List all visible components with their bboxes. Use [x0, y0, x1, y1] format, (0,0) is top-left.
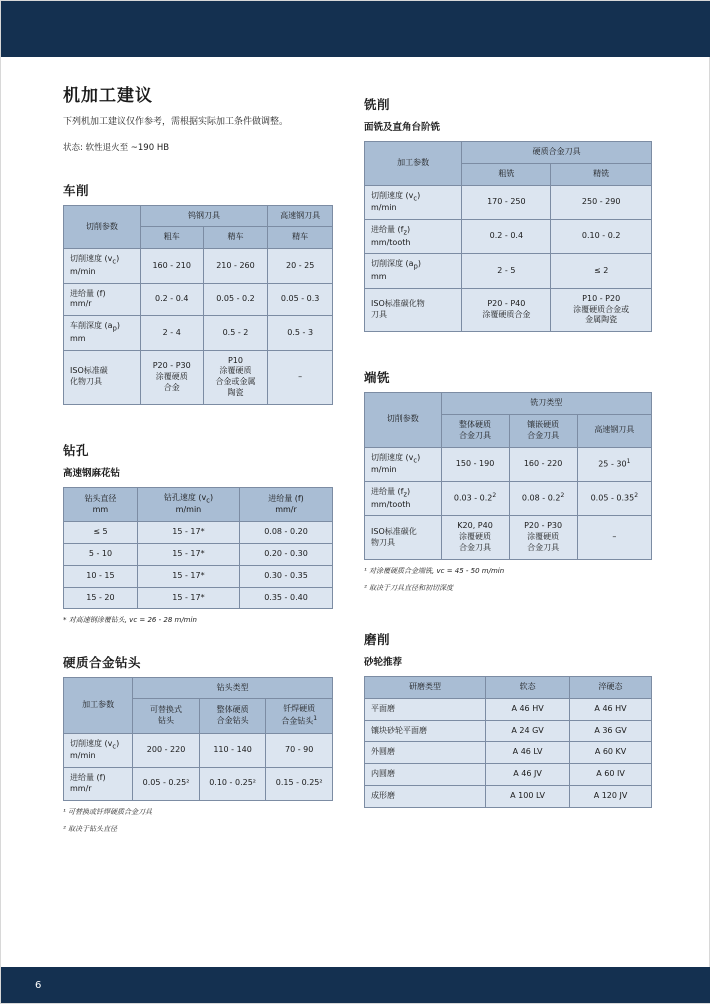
cell-value: 0.2 - 0.4: [140, 283, 203, 316]
cell-value: 0.10 - 0.2: [551, 219, 652, 253]
cell-value: P20 - P30 涂覆硬质 合金: [140, 350, 203, 404]
row-label: ISO标准碳化物 刀具: [365, 288, 462, 331]
col-header-carbide-tool: 硬质合金刀具: [462, 142, 652, 164]
cell-value: 0.30 - 0.35: [240, 565, 333, 587]
cell-value: A 100 LV: [486, 786, 570, 808]
table-row: [365, 786, 652, 808]
col-header-speed: 钻孔速度 $(v_c)$ m/min: [137, 487, 239, 521]
table-row: [64, 522, 333, 544]
cell-value: 210 - 260: [203, 249, 268, 283]
table-row: [365, 698, 652, 720]
row-label: 切削速度 $(v_c)$ m/min: [365, 185, 462, 219]
section-carbide-drill-heading: 硬质合金钻头: [63, 654, 142, 670]
col-header-hardened: 淬硬态: [570, 677, 652, 699]
col-header-cutter-type: 铣刀类型: [441, 393, 652, 415]
cell-value: 110 - 140: [199, 733, 266, 767]
table-header-row: [64, 487, 333, 521]
grinding-table: [364, 676, 652, 808]
row-label: ISO标准碳 化物刀具: [64, 350, 141, 404]
cell-value: A 36 GV: [570, 720, 652, 742]
table-header-row: [365, 142, 652, 164]
row-label: 切削深度 $(a_p)$ mm: [365, 254, 462, 288]
page-number: 6: [35, 980, 42, 991]
cell-value: P10 - P20 涂覆硬质合金或 金属陶瓷: [551, 288, 652, 331]
cell-value: 2 - 4: [140, 316, 203, 350]
cell-value: A 60 IV: [570, 764, 652, 786]
cell-value: 0.35 - 0.40: [240, 587, 333, 609]
carbide-drill-footnote-2: ² 取决于钻头直径: [63, 824, 118, 833]
cell-value: 170 - 250: [462, 185, 551, 219]
carbide-drill-table: [63, 677, 333, 801]
row-label: 外圆磨: [365, 742, 486, 764]
col-header-param: 加工参数: [365, 142, 462, 186]
table-row: [365, 288, 652, 331]
cell-value: $0.03 - 0.2^2$: [441, 481, 509, 515]
row-label: 成形磨: [365, 786, 486, 808]
table-header-row: [365, 677, 652, 699]
table-row: [64, 283, 333, 316]
cell-value: 0.5 - 3: [268, 316, 333, 350]
row-label: ISO标准碳化 物刀具: [365, 516, 442, 559]
cell-value: 70 - 90: [266, 733, 333, 767]
table-row: [64, 587, 333, 609]
cell-value: A 46 HV: [570, 698, 652, 720]
section-drilling-subheading: 高速钢麻花钻: [63, 467, 121, 479]
col-header-grind-type: 研磨类型: [365, 677, 486, 699]
table-row: [64, 316, 333, 350]
cell-value: 0.15 - 0.25²: [266, 768, 333, 801]
cell-value: 2 - 5: [462, 254, 551, 288]
subheader-rough: 粗车: [140, 227, 203, 249]
subheader-inserted-carbide: 镶嵌硬质 合金刀具: [509, 414, 577, 447]
carbide-drill-footnote-1: ¹ 可替换或钎焊硬质合金刀具: [63, 807, 153, 816]
col-header-param: 切削参数: [365, 393, 442, 447]
table-row: [64, 565, 333, 587]
col-header-param: 切削参数: [64, 205, 141, 249]
table-row: [365, 219, 652, 253]
cell-value: 0.5 - 2: [203, 316, 268, 350]
subheader-finish-hss: 精车: [268, 227, 333, 249]
cell-value: $0.08 - 0.2^2$: [509, 481, 577, 515]
subheader-finish: 精车: [203, 227, 268, 249]
row-label: 镶块砂轮平面磨: [365, 720, 486, 742]
drilling-table: [63, 487, 333, 610]
section-grinding-subheading: 砂轮推荐: [364, 657, 403, 669]
col-header-feed: 进给量 (f) mm/r: [240, 487, 333, 521]
turning-table: [63, 205, 333, 405]
cell-value: 0.05 - 0.2: [203, 283, 268, 316]
cell-value: A 120 JV: [570, 786, 652, 808]
material-state-text: 状态: 软性退火至 ~190 HB: [63, 142, 170, 153]
subheader-hss: 高速钢刀具: [577, 414, 651, 447]
table-row: [365, 764, 652, 786]
cell-value: ≤ 2: [551, 254, 652, 288]
cell-value: 15 - 17*: [137, 522, 239, 544]
intro-text: 下列机加工建议仅作参考，需根据实际加工条件做调整。: [63, 117, 289, 127]
drilling-footnote: * 对高速钢涂覆钻头, vc = 26 - 28 m/min: [63, 616, 197, 625]
cell-value: A 24 GV: [486, 720, 570, 742]
row-label: 切削速度 $(v_c)$ m/min: [64, 733, 133, 767]
table-header-row: [365, 393, 652, 415]
table-row: [365, 481, 652, 515]
cell-value: A 46 JV: [486, 764, 570, 786]
table-header-row: [64, 205, 333, 227]
cell-value: K20, P40 涂覆硬质 合金刀具: [441, 516, 509, 559]
left-column: [63, 81, 333, 835]
cell-value: 160 - 220: [509, 447, 577, 481]
table-row: [64, 350, 333, 404]
table-row: [365, 185, 652, 219]
cell-value: P20 - P30 涂覆硬质 合金刀具: [509, 516, 577, 559]
cell-value: 0.05 - 0.25²: [133, 768, 200, 801]
cell-value: 0.20 - 0.30: [240, 544, 333, 566]
page-title: 机加工建议: [63, 86, 153, 106]
col-header-param: 加工参数: [64, 677, 133, 733]
cell-value: 250 - 290: [551, 185, 652, 219]
cell-value: 15 - 17*: [137, 565, 239, 587]
cell-value: A 60 KV: [570, 742, 652, 764]
row-label: 内圆磨: [365, 764, 486, 786]
end-milling-footnote-1: ¹ 对涂覆硬质合金端铣, vc = 45 - 50 m/min: [364, 566, 505, 575]
section-milling-heading: 铣削: [364, 97, 391, 112]
cell-value: 0.05 - 0.3: [268, 283, 333, 316]
cell-value: 10 - 15: [64, 565, 138, 587]
cell-value: ≤ 5: [64, 522, 138, 544]
subheader-brazed: 钎焊硬质 合金钻头$^1$: [266, 699, 333, 733]
cell-value: 200 - 220: [133, 733, 200, 767]
subheader-rough-milling: 粗铣: [462, 163, 551, 185]
table-row: [365, 447, 652, 481]
cell-value: 20 - 25: [268, 249, 333, 283]
cell-value: 15 - 17*: [137, 587, 239, 609]
row-label: 进给量 $(f_z)$ mm/tooth: [365, 481, 442, 515]
cell-value: 0.08 - 0.20: [240, 522, 333, 544]
cell-value: –: [577, 516, 651, 559]
cell-value: 0.2 - 0.4: [462, 219, 551, 253]
row-label: 进给量 $(f_z)$ mm/tooth: [365, 219, 462, 253]
table-row: [365, 720, 652, 742]
section-grinding-heading: 磨削: [364, 632, 391, 648]
page-bottom-band: [1, 967, 710, 1003]
col-header-drill-type: 钻头类型: [133, 677, 333, 699]
row-label: 切削速度 $(v_c)$ m/min: [64, 249, 141, 283]
table-row: [64, 768, 333, 801]
subheader-solid-carbide: 整体硬质 合金刀具: [441, 414, 509, 447]
cell-value: 160 - 210: [140, 249, 203, 283]
right-column: [364, 95, 652, 808]
subheader-indexable: 可替换式 钻头: [133, 699, 200, 733]
table-header-row: [64, 677, 333, 699]
table-row: [64, 249, 333, 283]
cell-value: 150 - 190: [441, 447, 509, 481]
col-header-soft: 软态: [486, 677, 570, 699]
col-header-hss: 高速钢刀具: [268, 205, 333, 227]
subheader-solid: 整体硬质 合金钻头: [199, 699, 266, 733]
subheader-finish-milling: 精铣: [551, 163, 652, 185]
section-turning-heading: 车削: [63, 182, 90, 198]
col-header-diameter: 钻头直径 mm: [64, 487, 138, 521]
cell-value: 0.10 - 0.25²: [199, 768, 266, 801]
row-label: 切削速度 $(v_c)$ m/min: [365, 447, 442, 481]
row-label: 进给量 (f) mm/r: [64, 283, 141, 316]
cell-value: 15 - 17*: [137, 544, 239, 566]
page-content: [1, 57, 710, 969]
cell-value: –: [268, 350, 333, 404]
cell-value: P20 - P40 涂覆硬质合金: [462, 288, 551, 331]
page-top-band: [1, 1, 710, 57]
table-row: [64, 733, 333, 767]
milling-table: [364, 141, 652, 332]
cell-value: A 46 HV: [486, 698, 570, 720]
cell-value: A 46 LV: [486, 742, 570, 764]
table-row: [365, 516, 652, 559]
row-label: 平面磨: [365, 698, 486, 720]
col-header-carbide: 钨钢刀具: [140, 205, 268, 227]
end-milling-footnote-2: ² 取决于刀具直径和初切深度: [364, 583, 454, 592]
row-label: 车削深度 $(a_p)$ mm: [64, 316, 141, 350]
cell-value: 15 - 20: [64, 587, 138, 609]
cell-value: 5 - 10: [64, 544, 138, 566]
cell-value: $25 - 30^1$: [577, 447, 651, 481]
table-row: [365, 742, 652, 764]
row-label: 进给量 (f) mm/r: [64, 768, 133, 801]
end-milling-table: [364, 392, 652, 560]
cell-value: P10 涂覆硬质 合金或金属 陶瓷: [203, 350, 268, 404]
section-drilling-heading: 钻孔: [63, 442, 90, 458]
table-row: [365, 254, 652, 288]
table-row: [64, 544, 333, 566]
cell-value: 0.05 - 0.35$^2$: [577, 481, 651, 515]
section-milling-subheading: 面铣及直角台阶铣: [364, 122, 441, 133]
section-end-milling-heading: 端铣: [364, 370, 391, 386]
